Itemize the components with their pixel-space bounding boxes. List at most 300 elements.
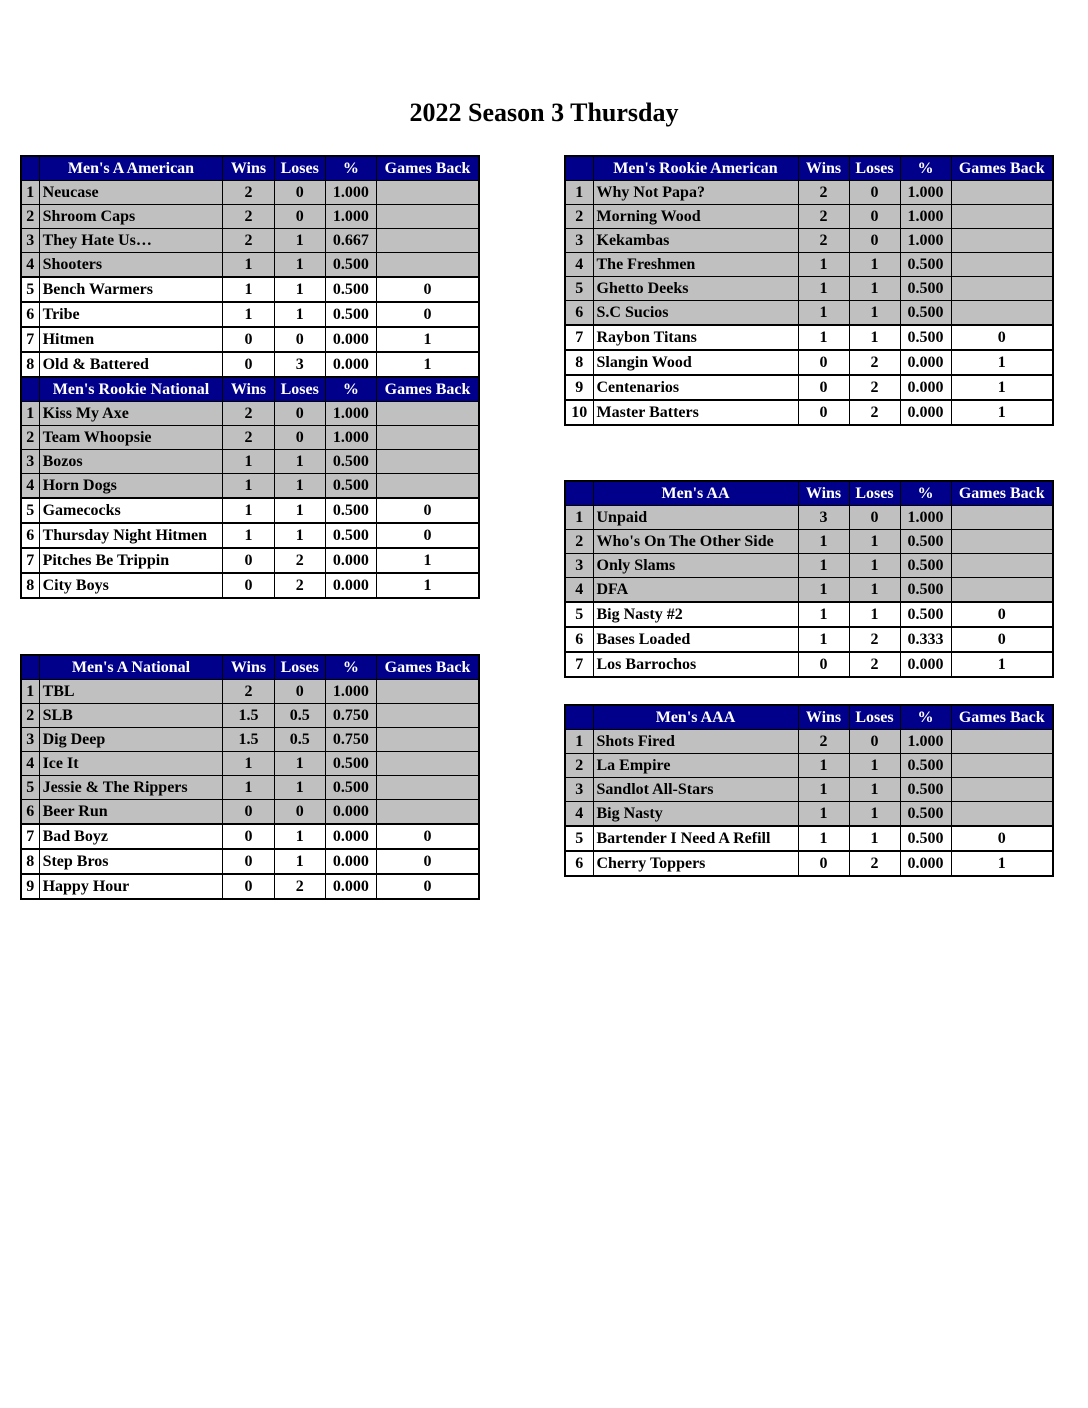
loses-cell: 0.5 — [274, 704, 325, 728]
games-back-cell — [377, 704, 479, 728]
table-row — [565, 205, 1053, 229]
team-name-cell: Hitmen — [39, 327, 223, 352]
loses-cell: 2 — [849, 851, 900, 876]
games-back-cell: 0 — [377, 874, 479, 899]
table-row — [565, 530, 1053, 554]
games-back-cell — [377, 752, 479, 776]
rank-cell: 4 — [21, 253, 39, 278]
table-row — [21, 523, 479, 548]
column-header-pct: % — [900, 705, 951, 730]
games-back-cell: 1 — [377, 327, 479, 352]
team-name-cell: Dig Deep — [39, 728, 223, 752]
rank-cell: 3 — [565, 229, 593, 253]
table-row — [21, 181, 479, 205]
pct-cell: 0.500 — [900, 277, 951, 301]
loses-cell: 0 — [274, 426, 325, 450]
column-header-pct: % — [325, 655, 376, 680]
table-row — [21, 277, 479, 302]
games-back-cell: 0 — [951, 826, 1053, 851]
table-row — [565, 754, 1053, 778]
team-name-cell: S.C Sucios — [593, 301, 798, 326]
rank-cell: 6 — [21, 523, 39, 548]
loses-cell: 3 — [274, 352, 325, 377]
table-row — [21, 426, 479, 450]
standings-table-right-2 — [564, 480, 1054, 678]
team-name-cell: Neucase — [39, 181, 223, 205]
team-name-cell: Big Nasty #2 — [593, 602, 798, 627]
wins-cell: 0 — [223, 874, 274, 899]
wins-cell: 1 — [798, 754, 849, 778]
rank-cell: 1 — [565, 181, 593, 205]
games-back-cell — [951, 554, 1053, 578]
rank-cell: 7 — [21, 327, 39, 352]
pct-cell: 1.000 — [900, 730, 951, 754]
rank-cell: 1 — [21, 680, 39, 704]
wins-cell: 0 — [223, 824, 274, 849]
pct-cell: 0.000 — [900, 400, 951, 425]
wins-cell: 0 — [798, 851, 849, 876]
pct-cell: 0.500 — [325, 523, 376, 548]
rank-cell: 5 — [565, 602, 593, 627]
rank-header — [565, 705, 593, 730]
pct-cell: 0.750 — [325, 704, 376, 728]
column-header-gb: Games Back — [377, 655, 479, 680]
wins-cell: 0 — [223, 800, 274, 825]
rank-cell: 9 — [21, 874, 39, 899]
games-back-cell — [951, 778, 1053, 802]
games-back-cell: 0 — [377, 498, 479, 523]
table-row — [21, 474, 479, 499]
loses-cell: 2 — [849, 627, 900, 652]
column-header-gb: Games Back — [951, 156, 1053, 181]
rank-cell: 1 — [21, 402, 39, 426]
games-back-cell: 0 — [951, 602, 1053, 627]
table-row — [21, 205, 479, 229]
games-back-cell: 1 — [951, 400, 1053, 425]
team-name-cell: Beer Run — [39, 800, 223, 825]
rank-cell: 3 — [21, 229, 39, 253]
wins-cell: 2 — [223, 680, 274, 704]
rank-cell: 7 — [565, 325, 593, 350]
team-name-cell: Los Barrochos — [593, 652, 798, 677]
team-name-cell: Bases Loaded — [593, 627, 798, 652]
pct-cell: 0.500 — [900, 754, 951, 778]
loses-cell: 1 — [849, 602, 900, 627]
loses-cell: 1 — [849, 325, 900, 350]
table-row — [21, 450, 479, 474]
loses-cell: 1 — [274, 302, 325, 327]
team-name-cell: Shooters — [39, 253, 223, 278]
games-back-cell: 1 — [951, 652, 1053, 677]
pct-cell: 0.000 — [325, 327, 376, 352]
pct-cell: 0.500 — [900, 530, 951, 554]
pct-cell: 0.500 — [900, 554, 951, 578]
loses-cell: 2 — [849, 350, 900, 375]
wins-cell: 1 — [223, 752, 274, 776]
loses-cell: 2 — [274, 874, 325, 899]
wins-cell: 1 — [798, 325, 849, 350]
team-name-cell: Big Nasty — [593, 802, 798, 827]
loses-cell: 0 — [274, 402, 325, 426]
wins-cell: 0 — [223, 573, 274, 598]
wins-cell: 2 — [798, 205, 849, 229]
team-name-cell: Bozos — [39, 450, 223, 474]
pct-cell: 0.000 — [325, 800, 376, 825]
rank-cell: 8 — [21, 352, 39, 377]
loses-cell: 1 — [849, 802, 900, 827]
rank-cell: 8 — [21, 573, 39, 598]
table-row — [565, 578, 1053, 603]
column-header-gb: Games Back — [951, 705, 1053, 730]
wins-cell: 2 — [798, 181, 849, 205]
division-name: Men's Rookie American — [593, 156, 798, 181]
table-row — [21, 253, 479, 278]
table-row — [565, 602, 1053, 627]
team-name-cell: Thursday Night Hitmen — [39, 523, 223, 548]
games-back-cell — [377, 776, 479, 800]
table-row — [565, 627, 1053, 652]
standings-table-left-top — [20, 155, 480, 599]
team-name-cell: Bad Boyz — [39, 824, 223, 849]
rank-cell: 1 — [565, 730, 593, 754]
team-name-cell: Jessie & The Rippers — [39, 776, 223, 800]
table-row — [21, 704, 479, 728]
team-name-cell: Morning Wood — [593, 205, 798, 229]
pct-cell: 0.500 — [325, 776, 376, 800]
loses-cell: 1 — [849, 253, 900, 277]
rank-header — [21, 655, 39, 680]
table-row — [565, 778, 1053, 802]
wins-cell: 2 — [798, 730, 849, 754]
games-back-cell — [377, 205, 479, 229]
standings-table-right-1 — [564, 155, 1054, 426]
team-name-cell: Raybon Titans — [593, 325, 798, 350]
wins-cell: 1 — [798, 778, 849, 802]
team-name-cell: City Boys — [39, 573, 223, 598]
pct-cell: 0.000 — [900, 350, 951, 375]
rank-cell: 2 — [21, 205, 39, 229]
team-name-cell: La Empire — [593, 754, 798, 778]
loses-cell: 1 — [274, 849, 325, 874]
rank-header — [565, 481, 593, 506]
column-header-pct: % — [900, 481, 951, 506]
pct-cell: 0.000 — [325, 548, 376, 573]
team-name-cell: Bartender I Need A Refill — [593, 826, 798, 851]
games-back-cell — [377, 229, 479, 253]
rank-cell: 3 — [565, 554, 593, 578]
team-name-cell: SLB — [39, 704, 223, 728]
pct-cell: 0.000 — [900, 375, 951, 400]
team-name-cell: Kiss My Axe — [39, 402, 223, 426]
table-row — [21, 849, 479, 874]
rank-cell: 5 — [21, 776, 39, 800]
games-back-cell — [951, 730, 1053, 754]
games-back-cell — [377, 728, 479, 752]
column-header-wins: Wins — [223, 655, 274, 680]
column-header-loses: Loses — [274, 156, 325, 181]
table-row — [21, 498, 479, 523]
division-name: Men's AA — [593, 481, 798, 506]
team-name-cell: Unpaid — [593, 506, 798, 530]
team-name-cell: Why Not Papa? — [593, 181, 798, 205]
wins-cell: 0 — [223, 327, 274, 352]
column-header-loses: Loses — [274, 377, 325, 402]
loses-cell: 1 — [274, 776, 325, 800]
rank-cell: 1 — [21, 181, 39, 205]
wins-cell: 1 — [223, 776, 274, 800]
pct-cell: 0.500 — [325, 474, 376, 499]
loses-cell: 0 — [849, 229, 900, 253]
pct-cell: 0.000 — [325, 874, 376, 899]
wins-cell: 1 — [798, 826, 849, 851]
column-header-loses: Loses — [849, 481, 900, 506]
pct-cell: 0.667 — [325, 229, 376, 253]
table-row — [21, 302, 479, 327]
table-row — [21, 728, 479, 752]
team-name-cell: Slangin Wood — [593, 350, 798, 375]
table-row — [21, 874, 479, 899]
wins-cell: 1 — [798, 802, 849, 827]
mens-rookie-american-header-row — [565, 156, 1053, 181]
loses-cell: 0 — [274, 327, 325, 352]
rank-cell: 4 — [565, 802, 593, 827]
games-back-cell — [377, 402, 479, 426]
mens-rookie-national-header-row — [21, 377, 479, 402]
wins-cell: 1 — [223, 450, 274, 474]
games-back-cell — [951, 229, 1053, 253]
games-back-cell: 1 — [377, 548, 479, 573]
wins-cell: 0 — [798, 375, 849, 400]
table-row — [21, 229, 479, 253]
table-row — [21, 573, 479, 598]
rank-cell: 5 — [565, 277, 593, 301]
pct-cell: 0.500 — [900, 802, 951, 827]
pct-cell: 1.000 — [325, 181, 376, 205]
loses-cell: 0.5 — [274, 728, 325, 752]
games-back-cell: 1 — [377, 352, 479, 377]
team-name-cell: Shots Fired — [593, 730, 798, 754]
rank-cell: 3 — [21, 728, 39, 752]
pct-cell: 0.500 — [900, 602, 951, 627]
rank-cell: 6 — [565, 627, 593, 652]
team-name-cell: Horn Dogs — [39, 474, 223, 499]
loses-cell: 1 — [274, 253, 325, 278]
wins-cell: 1 — [223, 498, 274, 523]
rank-cell: 3 — [21, 450, 39, 474]
team-name-cell: Step Bros — [39, 849, 223, 874]
loses-cell: 0 — [274, 181, 325, 205]
rank-cell: 6 — [21, 302, 39, 327]
table-row — [565, 301, 1053, 326]
games-back-cell: 0 — [377, 277, 479, 302]
division-name: Men's AAA — [593, 705, 798, 730]
pct-cell: 0.000 — [325, 573, 376, 598]
wins-cell: 1 — [798, 627, 849, 652]
loses-cell: 1 — [849, 778, 900, 802]
team-name-cell: Gamecocks — [39, 498, 223, 523]
wins-cell: 3 — [798, 506, 849, 530]
table-row — [565, 730, 1053, 754]
rank-cell: 5 — [565, 826, 593, 851]
column-header-wins: Wins — [798, 705, 849, 730]
wins-cell: 2 — [223, 402, 274, 426]
table-row — [21, 548, 479, 573]
wins-cell: 0 — [223, 548, 274, 573]
column-header-pct: % — [900, 156, 951, 181]
loses-cell: 0 — [274, 800, 325, 825]
loses-cell: 1 — [849, 301, 900, 326]
rank-cell: 2 — [21, 704, 39, 728]
team-name-cell: Only Slams — [593, 554, 798, 578]
games-back-cell — [377, 181, 479, 205]
wins-cell: 1.5 — [223, 704, 274, 728]
team-name-cell: The Freshmen — [593, 253, 798, 277]
rank-cell: 9 — [565, 375, 593, 400]
table-row — [21, 752, 479, 776]
games-back-cell — [951, 802, 1053, 827]
division-name: Men's A American — [39, 156, 223, 181]
loses-cell: 1 — [274, 277, 325, 302]
pct-cell: 0.000 — [325, 824, 376, 849]
pct-cell: 0.750 — [325, 728, 376, 752]
games-back-cell: 0 — [951, 627, 1053, 652]
loses-cell: 1 — [274, 752, 325, 776]
games-back-cell — [377, 680, 479, 704]
games-back-cell — [951, 181, 1053, 205]
wins-cell: 2 — [223, 229, 274, 253]
rank-cell: 8 — [565, 350, 593, 375]
team-name-cell: DFA — [593, 578, 798, 603]
column-header-wins: Wins — [798, 481, 849, 506]
rank-cell: 2 — [21, 426, 39, 450]
rank-cell: 6 — [565, 301, 593, 326]
wins-cell: 1.5 — [223, 728, 274, 752]
loses-cell: 1 — [274, 229, 325, 253]
rank-cell: 4 — [565, 578, 593, 603]
games-back-cell: 1 — [951, 350, 1053, 375]
pct-cell: 1.000 — [900, 181, 951, 205]
pct-cell: 0.500 — [900, 578, 951, 603]
wins-cell: 1 — [223, 302, 274, 327]
rank-cell: 3 — [565, 778, 593, 802]
loses-cell: 1 — [274, 498, 325, 523]
games-back-cell — [951, 277, 1053, 301]
loses-cell: 0 — [849, 506, 900, 530]
table-row — [565, 554, 1053, 578]
pct-cell: 0.500 — [900, 301, 951, 326]
team-name-cell: Centenarios — [593, 375, 798, 400]
team-name-cell: TBL — [39, 680, 223, 704]
loses-cell: 1 — [849, 530, 900, 554]
pct-cell: 0.500 — [325, 302, 376, 327]
wins-cell: 2 — [223, 205, 274, 229]
rank-header — [21, 156, 39, 181]
loses-cell: 2 — [849, 652, 900, 677]
rank-cell: 1 — [565, 506, 593, 530]
wins-cell: 0 — [798, 350, 849, 375]
loses-cell: 0 — [849, 181, 900, 205]
team-name-cell: Happy Hour — [39, 874, 223, 899]
games-back-cell — [377, 426, 479, 450]
games-back-cell — [951, 205, 1053, 229]
mens-aa-header-row — [565, 481, 1053, 506]
loses-cell: 1 — [849, 754, 900, 778]
team-name-cell: Ice It — [39, 752, 223, 776]
loses-cell: 2 — [849, 375, 900, 400]
column-header-loses: Loses — [849, 705, 900, 730]
team-name-cell: Shroom Caps — [39, 205, 223, 229]
rank-cell: 6 — [565, 851, 593, 876]
rank-cell: 6 — [21, 800, 39, 825]
team-name-cell: They Hate Us… — [39, 229, 223, 253]
games-back-cell — [951, 506, 1053, 530]
pct-cell: 1.000 — [900, 229, 951, 253]
division-name: Men's Rookie National — [39, 377, 223, 402]
pct-cell: 0.000 — [325, 352, 376, 377]
games-back-cell — [951, 754, 1053, 778]
wins-cell: 2 — [223, 181, 274, 205]
pct-cell: 0.000 — [900, 652, 951, 677]
division-name: Men's A National — [39, 655, 223, 680]
rank-cell: 4 — [21, 474, 39, 499]
column-header-pct: % — [325, 156, 376, 181]
team-name-cell: Kekambas — [593, 229, 798, 253]
mens-a-national-header-row — [21, 655, 479, 680]
wins-cell: 1 — [798, 578, 849, 603]
rank-cell: 2 — [565, 205, 593, 229]
loses-cell: 1 — [849, 578, 900, 603]
rank-cell: 7 — [21, 548, 39, 573]
games-back-cell: 1 — [377, 573, 479, 598]
loses-cell: 2 — [849, 400, 900, 425]
pct-cell: 0.500 — [325, 450, 376, 474]
pct-cell: 0.500 — [900, 325, 951, 350]
table-row — [565, 277, 1053, 301]
games-back-cell: 1 — [951, 375, 1053, 400]
rank-cell: 7 — [21, 824, 39, 849]
column-header-gb: Games Back — [377, 156, 479, 181]
rank-cell: 4 — [21, 752, 39, 776]
column-header-loses: Loses — [849, 156, 900, 181]
wins-cell: 0 — [798, 400, 849, 425]
table-row — [565, 652, 1053, 677]
wins-cell: 1 — [223, 474, 274, 499]
column-header-wins: Wins — [223, 377, 274, 402]
loses-cell: 0 — [274, 680, 325, 704]
table-row — [565, 325, 1053, 350]
team-name-cell: Tribe — [39, 302, 223, 327]
table-row — [565, 350, 1053, 375]
loses-cell: 1 — [849, 277, 900, 301]
mens-a-american-header-row — [21, 156, 479, 181]
team-name-cell: Cherry Toppers — [593, 851, 798, 876]
games-back-cell — [377, 253, 479, 278]
table-row — [21, 800, 479, 825]
wins-cell: 1 — [798, 301, 849, 326]
standings-table-right-3 — [564, 704, 1054, 877]
column-header-loses: Loses — [274, 655, 325, 680]
wins-cell: 1 — [798, 530, 849, 554]
wins-cell: 1 — [223, 277, 274, 302]
team-name-cell: Sandlot All-Stars — [593, 778, 798, 802]
rank-cell: 5 — [21, 277, 39, 302]
pct-cell: 1.000 — [325, 680, 376, 704]
column-header-wins: Wins — [223, 156, 274, 181]
loses-cell: 2 — [274, 548, 325, 573]
team-name-cell: Pitches Be Trippin — [39, 548, 223, 573]
loses-cell: 0 — [274, 205, 325, 229]
team-name-cell: Old & Battered — [39, 352, 223, 377]
